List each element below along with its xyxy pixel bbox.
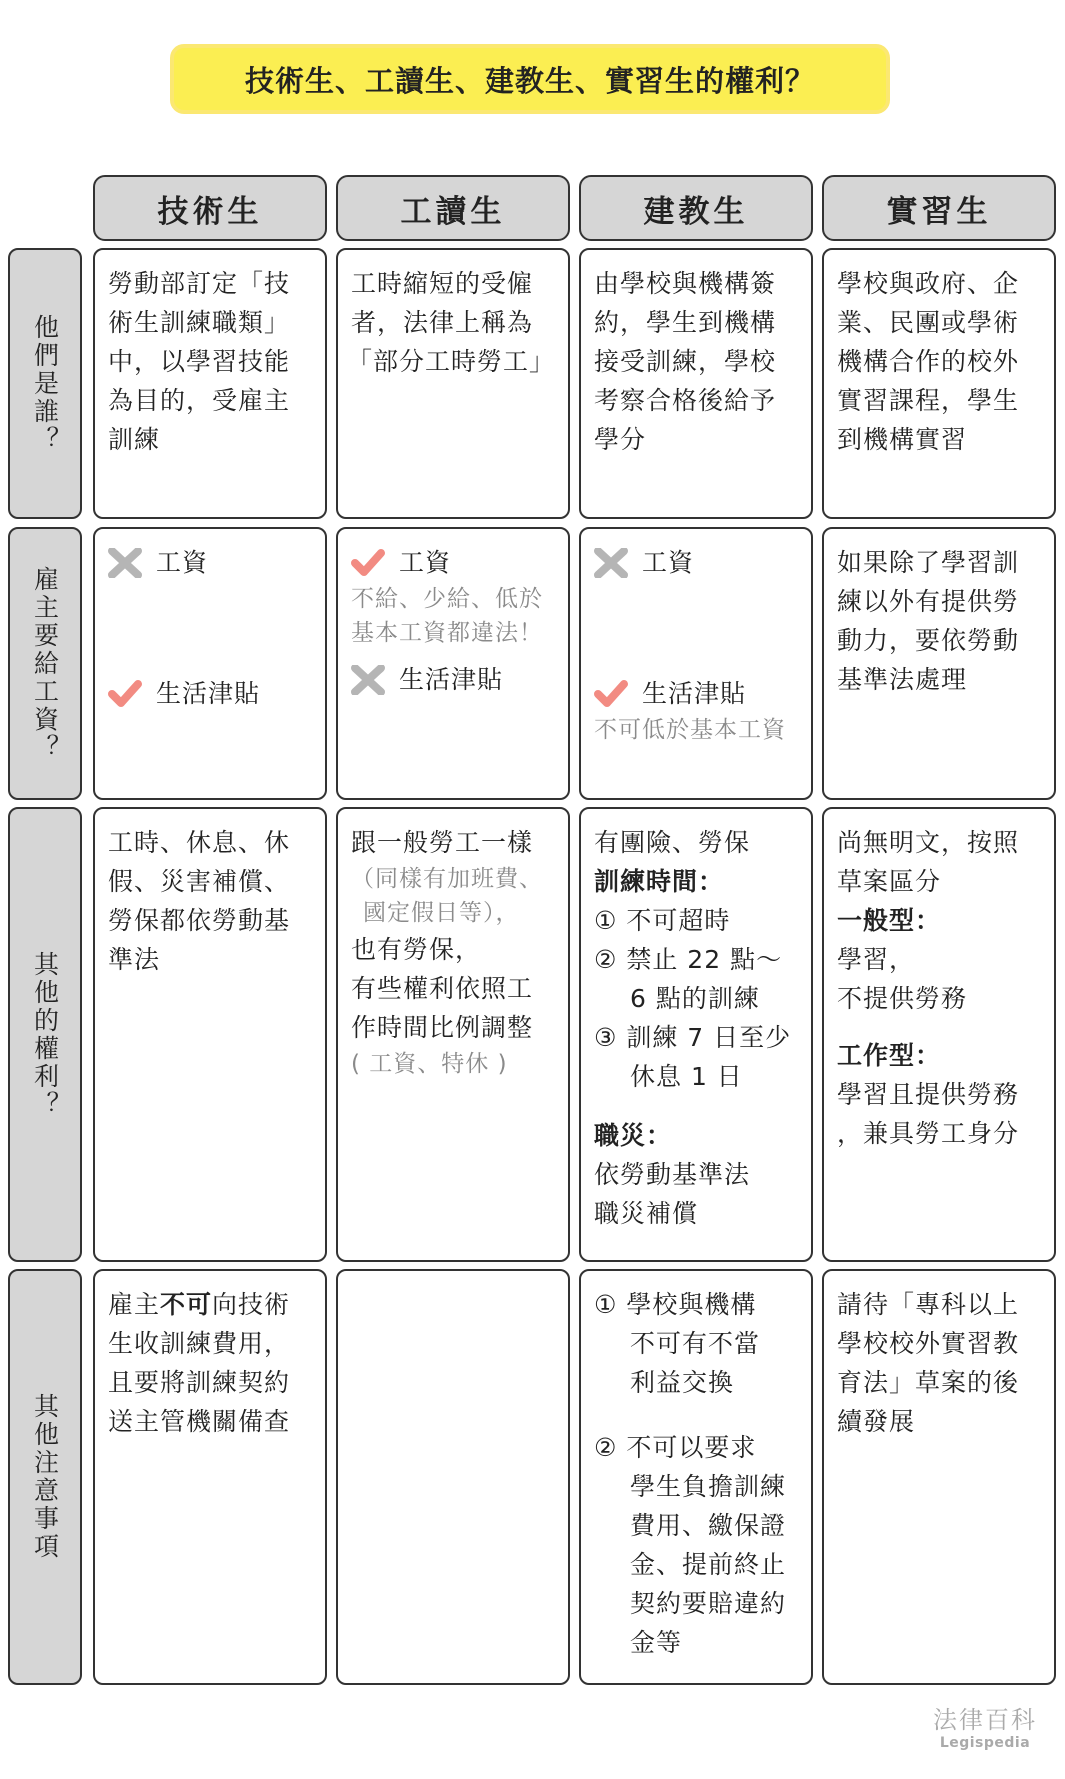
list-item: ③ 訓練 7 日至少 <box>594 1023 792 1052</box>
text-line: 續發展 <box>837 1407 916 1436</box>
allowance-label: 生活津貼 <box>156 679 261 708</box>
text-fragment: 雇主 <box>108 1290 161 1319</box>
text-line: 動力，要依勞動 <box>837 626 1020 655</box>
list-item: ② 禁止 22 點～ <box>594 945 783 974</box>
text-line: 生收訓練費用， <box>108 1329 291 1358</box>
wage-label: 工資 <box>399 548 452 577</box>
wage-label: 工資 <box>642 548 695 577</box>
wage-item <box>108 543 315 582</box>
cell-notes-technical-trainee <box>93 1269 327 1685</box>
wage-note: 不給、少給、低於 <box>351 586 543 612</box>
list-item-continued: 費用、繳保證 <box>630 1511 787 1540</box>
list-item: ① 學校與機構 <box>594 1290 757 1319</box>
text-line: 勞保都依勞動基 <box>108 906 291 935</box>
column-header-label: 技術生 <box>157 193 263 230</box>
text-line: 請待「專科以上 <box>837 1290 1020 1319</box>
text-line: 學習， <box>837 945 916 974</box>
list-item-continued: 金等 <box>630 1628 683 1657</box>
cross-icon <box>351 665 385 695</box>
cell-who-technical-trainee <box>93 248 327 519</box>
text-line: ，兼具勞工身分 <box>837 1119 1020 1148</box>
row-header-wage <box>8 527 82 800</box>
text-line: 學習且提供勞務 <box>837 1080 1020 1109</box>
text-fragment: 向技術 <box>212 1290 291 1319</box>
list-item-continued: 契約要賠違約 <box>630 1589 787 1618</box>
text-line: 有團險、勞保 <box>594 828 751 857</box>
text-line: 實習課程，學生 <box>837 386 1020 415</box>
general-type-heading: 一般型： <box>837 906 942 935</box>
list-item-continued: 學生負擔訓練 <box>630 1472 787 1501</box>
wage-item <box>351 543 558 582</box>
wage-item <box>594 543 801 582</box>
text-line: 術生訓練職類」 <box>108 308 291 337</box>
training-time-heading: 訓練時間： <box>594 867 725 896</box>
logo-text-zh: 法律百科 <box>933 1706 1037 1734</box>
text-line: 「部分工時勞工」 <box>347 347 556 376</box>
cell-who-intern <box>822 248 1056 519</box>
text-line: 且要將訓練契約 <box>108 1368 291 1397</box>
cell-who-part-time-student <box>336 248 570 519</box>
page-title-text: 技術生、工讀生、建教生、實習生的權利？ <box>244 63 815 98</box>
cell-notes-intern <box>822 1269 1056 1685</box>
cell-wage-intern <box>822 527 1056 800</box>
text-line: 尚無明文，按照 <box>837 828 1020 857</box>
check-icon <box>108 679 142 709</box>
column-header-part-time-student <box>336 175 570 241</box>
wage-note: 基本工資都違法！ <box>351 620 543 646</box>
check-icon <box>594 679 628 709</box>
text-line: 練以外有提供勞 <box>837 587 1020 616</box>
text-line: 草案區分 <box>837 867 942 896</box>
text-line: 者，法律上稱為 <box>351 308 534 337</box>
cross-icon <box>108 548 142 578</box>
legispedia-logo <box>933 1700 1037 1751</box>
list-item-continued: 不可有不當 <box>630 1329 761 1358</box>
row-header-who <box>8 248 82 519</box>
allowance-label: 生活津貼 <box>642 679 747 708</box>
cell-rights-technical-trainee <box>93 807 327 1262</box>
text-line: 為目的，受雇主 <box>108 386 291 415</box>
emphasis-text: 不可 <box>160 1290 213 1319</box>
cell-wage-part-time-student <box>336 527 570 800</box>
text-line: 育法」草案的後 <box>837 1368 1020 1397</box>
list-item-continued: 6 點的訓練 <box>630 984 760 1013</box>
text-line: 也有勞保， <box>351 935 482 964</box>
text-line: 工時縮短的受僱 <box>351 269 534 298</box>
row-header-notes <box>8 1269 82 1685</box>
wage-label: 工資 <box>156 548 209 577</box>
cell-who-cooperative-student <box>579 248 813 519</box>
list-item-continued: 休息 1 日 <box>630 1062 743 1091</box>
text-line: 基準法處理 <box>837 665 968 694</box>
allowance-item <box>351 660 558 699</box>
work-type-heading: 工作型： <box>837 1041 942 1070</box>
page-title <box>170 44 890 114</box>
row-header-other-rights <box>8 807 82 1262</box>
gray-note: ( 工資、特休 ) <box>351 1051 508 1077</box>
occupational-injury-heading: 職災： <box>594 1121 673 1150</box>
cell-rights-intern <box>822 807 1056 1262</box>
text-line: 學分 <box>594 425 647 454</box>
text-line: 接受訓練，學校 <box>594 347 777 376</box>
check-icon <box>351 548 385 578</box>
cell-wage-technical-trainee <box>93 527 327 800</box>
text-line: 學校與政府、企 <box>837 269 1020 298</box>
text-line: 假、災害補償、 <box>108 867 291 896</box>
column-header-cooperative-student <box>579 175 813 241</box>
cell-wage-cooperative-student <box>579 527 813 800</box>
column-header-label: 實習生 <box>886 193 992 230</box>
text-line: 約，學生到機構 <box>594 308 777 337</box>
allowance-note: 不可低於基本工資 <box>594 717 786 743</box>
cell-rights-cooperative-student <box>579 807 813 1262</box>
text-line: 作時間比例調整 <box>351 1013 534 1042</box>
list-item: ① 不可超時 <box>594 906 731 935</box>
text-line <box>108 1285 315 1324</box>
cell-notes-cooperative-student <box>579 1269 813 1685</box>
allowance-label: 生活津貼 <box>399 665 504 694</box>
text-line: 考察合格後給予 <box>594 386 777 415</box>
text-line: 機構合作的校外 <box>837 347 1020 376</box>
list-item-continued: 利益交換 <box>630 1368 735 1397</box>
text-line: 跟一般勞工一樣 <box>351 828 534 857</box>
row-header-label: 雇主要給工資？ <box>30 565 60 762</box>
list-item-continued: 金、提前終止 <box>630 1550 787 1579</box>
text-line: 由學校與機構簽 <box>594 269 777 298</box>
text-line: 勞動部訂定「技 <box>108 269 291 298</box>
text-line: 工時、休息、休 <box>108 828 291 857</box>
row-header-label: 他們是誰？ <box>30 313 60 454</box>
column-header-label: 建教生 <box>643 193 749 230</box>
row-header-label: 其他的權利？ <box>30 950 60 1119</box>
text-line: 中，以學習技能 <box>108 347 291 376</box>
text-line: 有些權利依照工 <box>351 974 534 1003</box>
allowance-item <box>108 674 315 713</box>
column-header-intern <box>822 175 1056 241</box>
column-header-technical-trainee <box>93 175 327 241</box>
text-line: 準法 <box>108 945 161 974</box>
text-line: 業、民團或學術 <box>837 308 1020 337</box>
text-line: 職災補償 <box>594 1199 699 1228</box>
cross-icon <box>594 548 628 578</box>
text-line: 如果除了學習訓 <box>837 548 1020 577</box>
text-line: 送主管機關備查 <box>108 1407 291 1436</box>
text-line: 不提供勞務 <box>837 984 968 1013</box>
allowance-item <box>594 674 801 713</box>
cell-notes-part-time-student <box>336 1269 570 1685</box>
text-line: 學校校外實習教 <box>837 1329 1020 1358</box>
text-line: 訓練 <box>108 425 161 454</box>
logo-text-en: Legispedia <box>939 1735 1031 1751</box>
text-line: 到機構實習 <box>837 425 968 454</box>
row-header-label: 其他注意事項 <box>30 1393 60 1561</box>
text-line: 依勞動基準法 <box>594 1160 751 1189</box>
column-header-label: 工讀生 <box>400 193 506 230</box>
gray-note: （同樣有加班費、 <box>351 866 543 892</box>
cell-rights-part-time-student <box>336 807 570 1262</box>
gray-note: 國定假日等）， <box>363 900 520 926</box>
list-item: ② 不可以要求 <box>594 1433 757 1462</box>
